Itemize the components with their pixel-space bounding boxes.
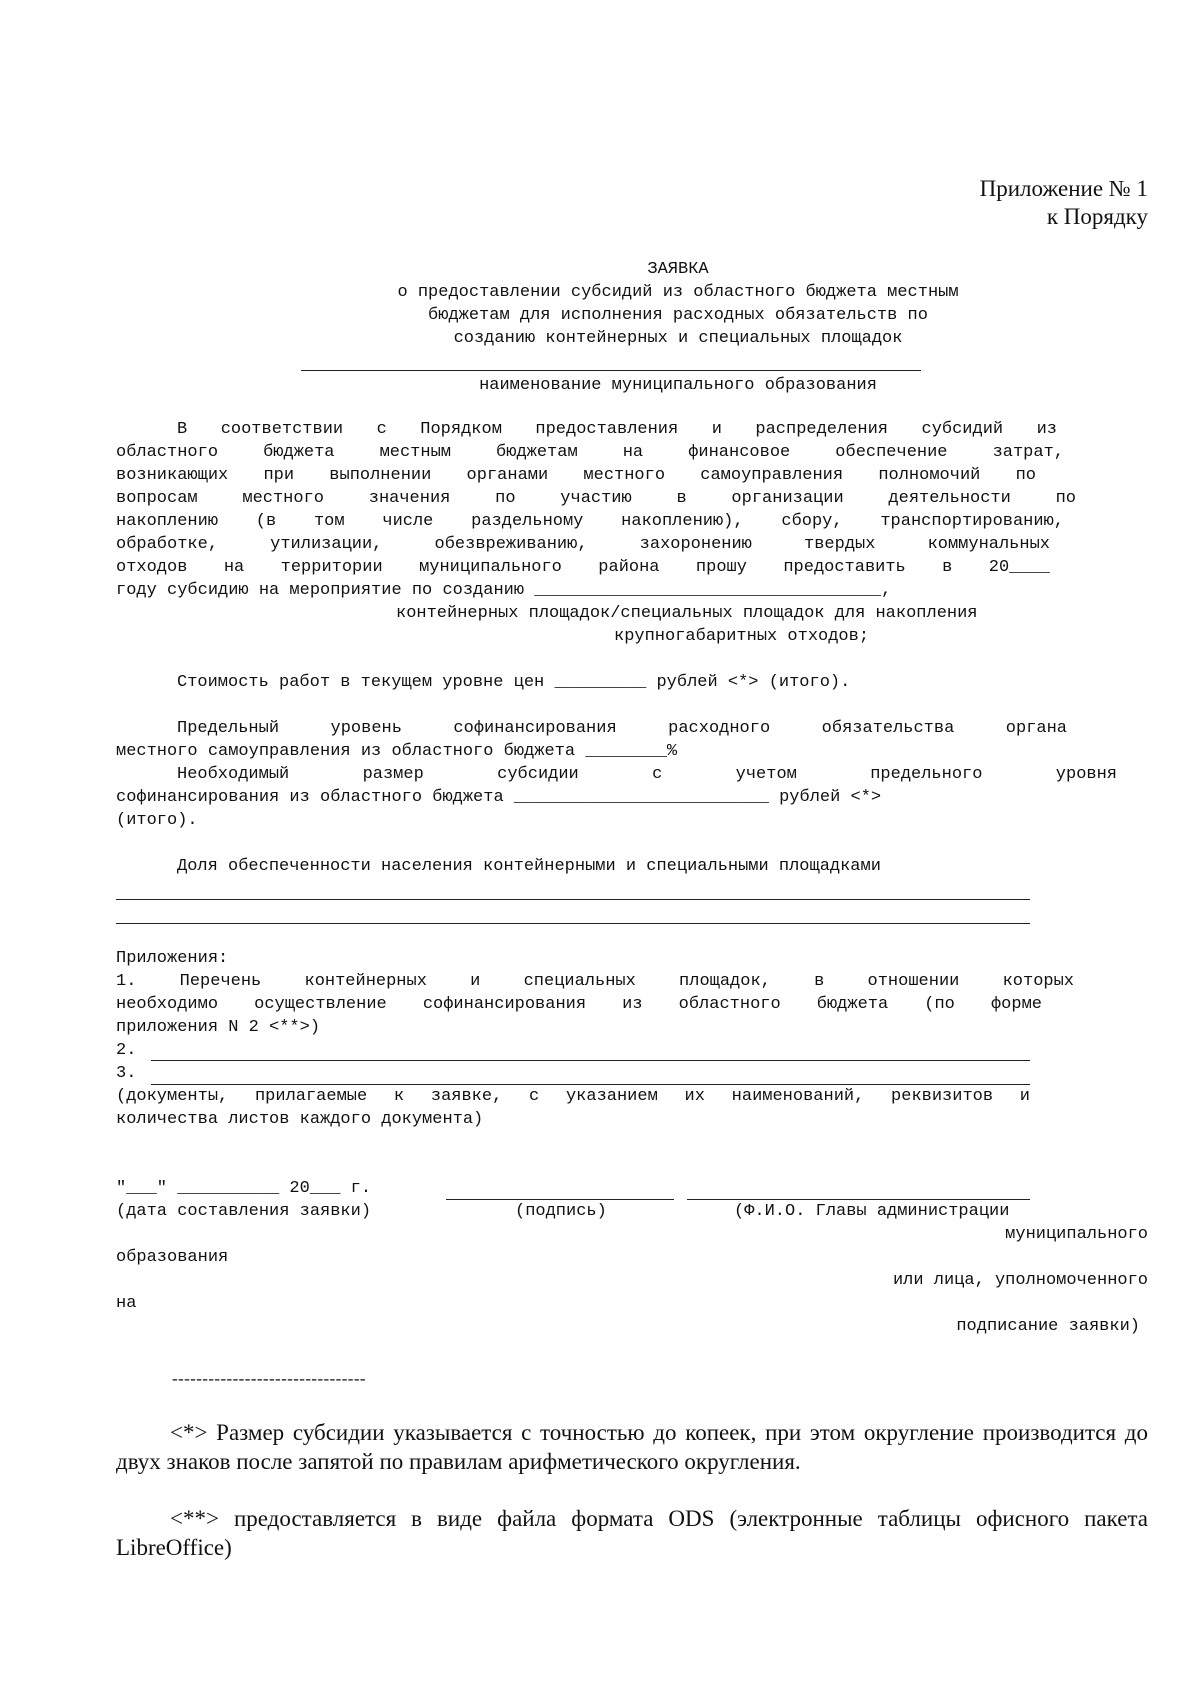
cost-line: Стоимость работ в текущем уровне цен _________ рублей <*> (итого).	[177, 673, 851, 692]
attachment-1-line-3: приложения N 2 <**>)	[116, 1018, 321, 1037]
municipality-caption: наименование муниципального образования	[479, 376, 877, 395]
municipality-blank	[301, 370, 921, 371]
request-line-5: накоплению (в том числе раздельному накоплению), сбору, транспортированию,	[116, 512, 1064, 531]
title-line-1: о предоставлении субсидий из областного бюджета местным	[397, 283, 959, 302]
date-line: "___" __________ 20___ г.	[116, 1179, 372, 1198]
footnote-1	[116, 1418, 1148, 1476]
request-line-3: возникающих при выполнении органами местного самоуправления полномочий по	[116, 466, 1036, 485]
footnote-separator: --------------------------------	[172, 1369, 366, 1388]
annex-number: Приложение № 1	[979, 176, 1148, 201]
date-caption: (дата составления заявки)	[116, 1202, 372, 1221]
attachments-note-line-1: (документы, прилагаемые к заявке, с указанием их наименований, реквизитов и	[116, 1087, 1030, 1106]
attachment-2-blank	[151, 1060, 1030, 1061]
attachment-1-line-1: 1. Перечень контейнерных и специальных площадок, в отношении которых	[116, 972, 1074, 991]
request-line-9: контейнерных площадок/специальных площадок для накопления	[396, 604, 978, 623]
fio-caption-line-4: или лица, уполномоченного	[892, 1271, 1148, 1290]
annex-reference: к Порядку	[1046, 204, 1148, 229]
title-line-3: созданию контейнерных и специальных площадок	[453, 329, 903, 348]
attachments-heading: Приложения:	[116, 949, 229, 968]
signature-caption: (подпись)	[515, 1202, 607, 1221]
cofinancing-line-4: софинансирования из областного бюджета _________________________ рублей <*>	[116, 788, 882, 807]
footnote-2	[116, 1504, 1148, 1562]
share-blank-2	[116, 923, 1030, 924]
cofinancing-line-5: (итого).	[116, 811, 198, 830]
request-line-6: обработке, утилизации, обезвреживанию, захоронению твердых коммунальных	[116, 535, 1050, 554]
title-line-2: бюджетам для исполнения расходных обязательств по	[428, 306, 928, 325]
request-line-2: областного бюджета местным бюджетам на финансовое обеспечение затрат,	[116, 443, 1064, 462]
request-line-1: В соответствии с Порядком предоставления и распределения субсидий из	[177, 420, 1057, 439]
document-heading: ЗАЯВКА	[647, 260, 709, 279]
attachment-2-number: 2.	[116, 1041, 137, 1060]
cofinancing-line-2: местного самоуправления из областного бюджета ________%	[116, 742, 678, 761]
fio-caption-line-1: (Ф.И.О. Главы администрации	[734, 1202, 1010, 1221]
request-line-10: крупногабаритных отходов;	[614, 627, 870, 646]
request-line-4: вопросам местного значения по участию в организации деятельности по	[116, 489, 1076, 508]
share-line: Доля обеспеченности населения контейнерными и специальными площадками	[177, 857, 881, 876]
fio-caption-line-5: на	[116, 1294, 137, 1313]
fio-caption-line-2: муниципального	[1005, 1225, 1148, 1244]
attachment-1-line-2: необходимо осуществление софинансирования из областного бюджета (по форме	[116, 995, 1042, 1014]
request-line-8: году субсидию на мероприятие по созданию __________________________________,	[116, 581, 892, 600]
attachments-note-line-2: количества листов каждого документа)	[116, 1110, 484, 1129]
attachment-3-number: 3.	[116, 1064, 137, 1083]
share-blank-1	[116, 899, 1030, 900]
footnote-1-text: <*> Размер субсидии указывается с точностью до копеек, при этом округление производится до двух знаков после запятой по правилам арифметического округления.	[116, 1420, 1148, 1474]
cofinancing-line-3: Необходимый размер субсидии с учетом предельного уровня	[177, 765, 1117, 784]
fio-caption-line-6: подписание заявки)	[956, 1317, 1140, 1336]
cofinancing-line-1: Предельный уровень софинансирования расходного обязательства органа	[177, 719, 1067, 738]
request-line-7: отходов на территории муниципального района прошу предоставить в 20____	[116, 558, 1050, 577]
fio-caption-line-3: образования	[116, 1248, 229, 1267]
footnote-2-text: <**> предоставляется в виде файла формата ODS (электронные таблицы офисного пакета LibreOffice)	[116, 1506, 1148, 1560]
